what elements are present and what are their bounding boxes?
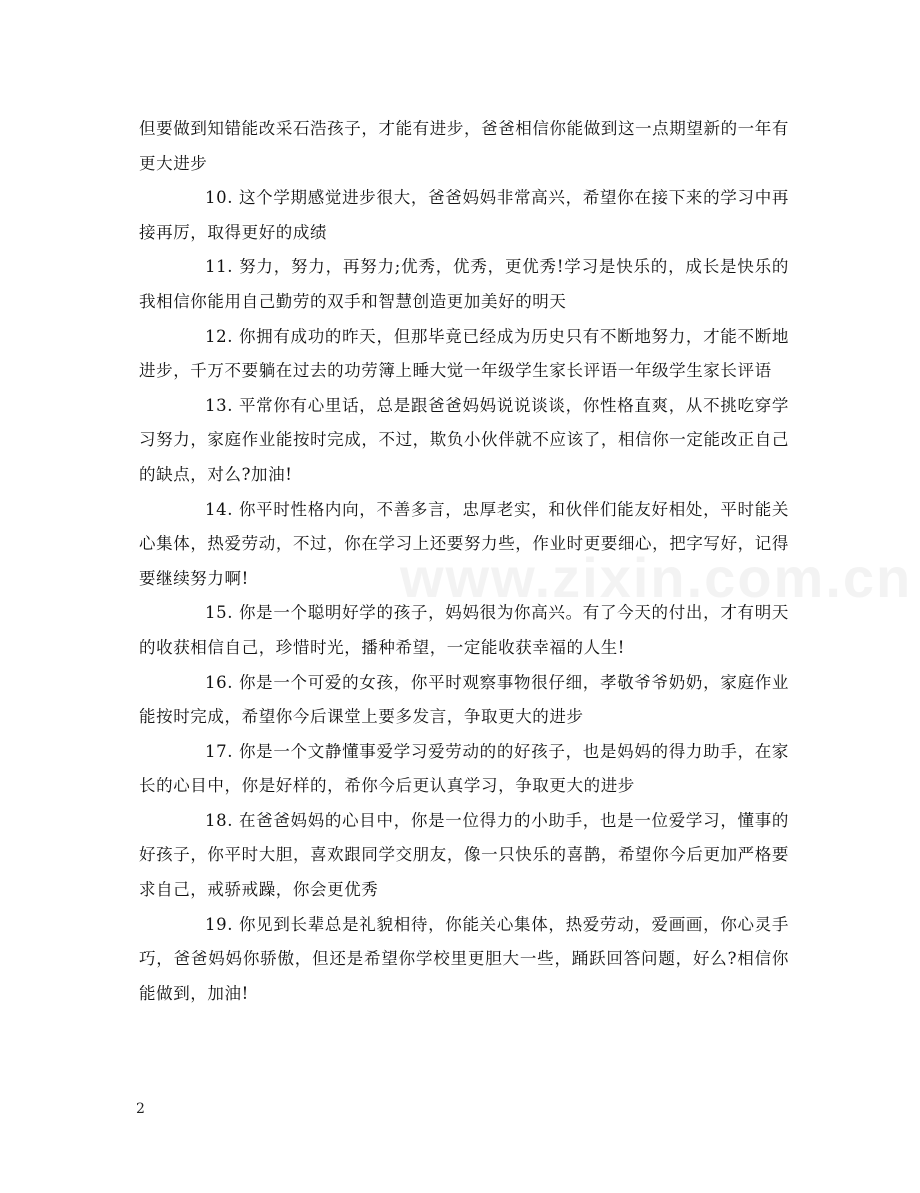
paragraph-item-18: 18. 在爸爸妈妈的心目中，你是一位得力的小助手，也是一位爱学习，懂事的好孩子，你平时大胆，喜欢跟同学交朋友，像一只快乐的喜鹊，希望你今后更加严格要求自己，戒骄戒躁，你会更优秀: [139, 810, 789, 900]
paragraph-item-17: 17. 你是一个文静懂事爱学习爱劳动的的好孩子，也是妈妈的得力助手，在家长的心目中，你是好样的，希你今后更认真学习，争取更大的进步: [139, 741, 789, 796]
paragraph-item-12: 12. 你拥有成功的昨天，但那毕竟已经成为历史只有不断地努力，才能不断地进步，千万不要躺在过去的功劳簿上睡大觉一年级学生家长评语一年级学生家长评语: [139, 326, 789, 381]
paragraph-item-10: 10. 这个学期感觉进步很大，爸爸妈妈非常高兴，希望你在接下来的学习中再接再厉，取得更好的成绩: [139, 188, 789, 242]
watermark: www.zixin.com.cn: [400, 546, 913, 609]
paragraph-item-14: 14. 你平时性格内向，不善多言，忠厚老实，和伙伴们能友好相处，平时能关心集体，热爱劳动，不过，你在学习上还要努力些，作业时更要细心，把字写好，记得要继续努力啊!: [139, 499, 789, 588]
page-number: 2: [136, 1101, 145, 1117]
paragraph-item-19: 19. 你见到长辈总是礼貌相待，你能关心集体，热爱劳动，爱画画，你心灵手巧，爸爸妈妈你骄傲，但还是希望你学校里更胆大一些，踊跃回答问题，好么?相信你能做到，加油!: [139, 914, 789, 1003]
paragraph-item-13: 13. 平常你有心里话，总是跟爸爸妈妈说说谈谈，你性格直爽，从不挑吃穿学习努力，家庭作业能按时完成，不过，欺负小伙伴就不应该了，相信你一定能改正自己的缺点，对么?加油!: [139, 395, 789, 484]
paragraph-item-11: 11. 努力，努力，再努力;优秀，优秀，更优秀!学习是快乐的，成长是快乐的我相信你能用自己勤劳的双手和智慧创造更加美好的明天: [139, 257, 789, 311]
paragraph-continuation: 但要做到知错能改采石浩孩子，才能有进步，爸爸相信你能做到这一点期望新的一年有更大进步: [139, 119, 789, 173]
paragraph-item-16: 16. 你是一个可爱的女孩，你平时观察事物很仔细，孝敬爷爷奶奶，家庭作业能按时完成，希望你今后课堂上要多发言，争取更大的进步: [139, 672, 789, 727]
document-body: [139, 112, 789, 1011]
paragraph-item-15: 15. 你是一个聪明好学的孩子，妈妈很为你高兴。有了今天的付出，才有明天的收获相信自己，珍惜时光，播种希望，一定能收获幸福的人生!: [139, 603, 789, 657]
